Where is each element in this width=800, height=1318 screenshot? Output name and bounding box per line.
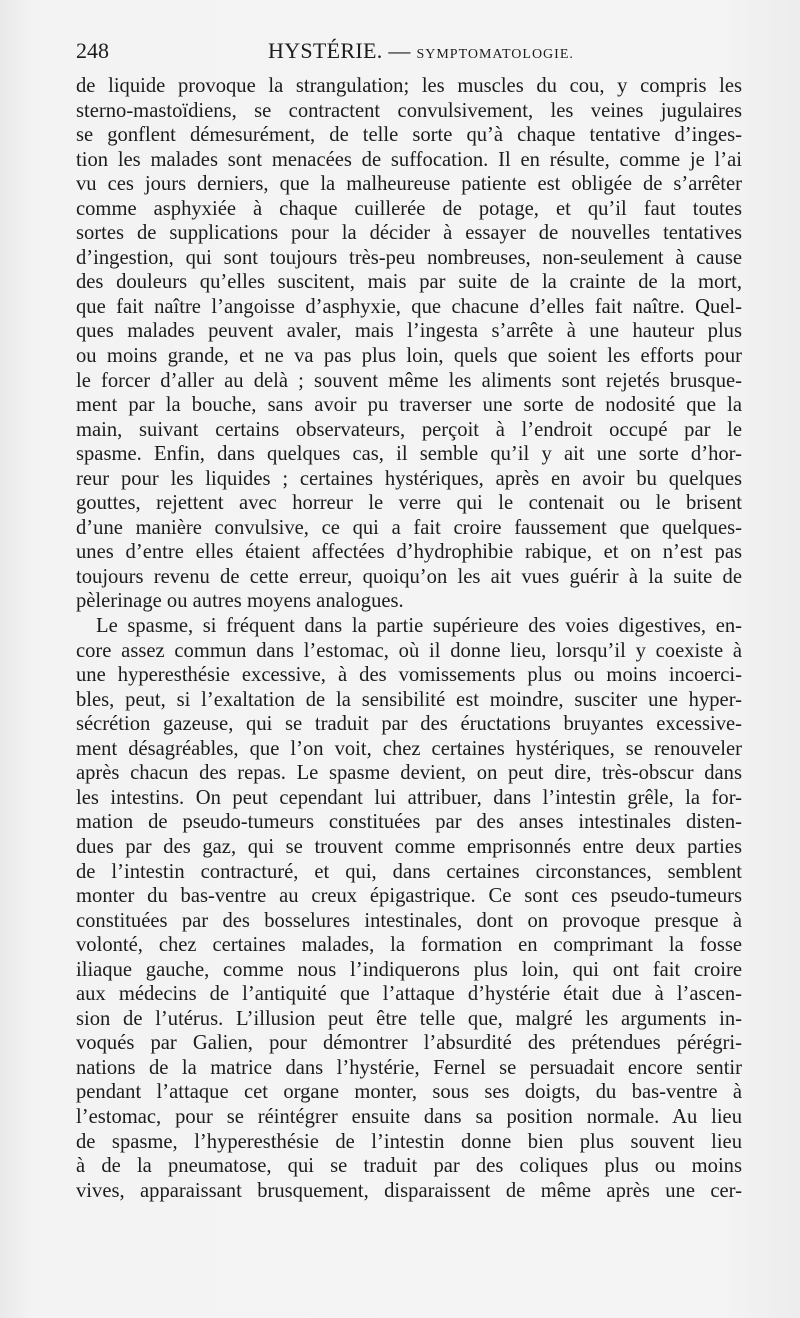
text-line: après chacun des repas. Le spasme devient, on peut dire, très-obscur dans bbox=[76, 762, 742, 785]
text-line: de liquide provoque la strangulation; les muscles du cou, y compris les bbox=[76, 75, 742, 97]
text-line: toujours revenu de cette erreur, quoiqu’on les ait vues guérir à la suite de bbox=[76, 565, 742, 588]
text-line: une hyperesthésie excessive, à des vomissements plus ou moins incoerci- bbox=[76, 664, 742, 687]
text-line: mation de pseudo-tumeurs constituées par des anses intestinales disten- bbox=[76, 811, 742, 834]
text-line: ques malades peuvent avaler, mais l’ingesta s’arrête à une hauteur plus bbox=[76, 320, 742, 343]
text-line: que fait naître l’angoisse d’asphyxie, que chacune d’elles fait naître. Quel- bbox=[76, 295, 742, 318]
text-line: de l’intestin contracturé, et qui, dans certaines circonstances, semblent bbox=[76, 860, 742, 883]
text-line: reur pour les liquides ; certaines hystériques, après en avoir bu quelques bbox=[76, 467, 742, 490]
text-line: core assez commun dans l’estomac, où il donne lieu, lorsqu’il y coexiste à bbox=[76, 639, 742, 662]
text-line: iliaque gauche, comme nous l’indiquerons plus loin, qui ont fait croire bbox=[76, 958, 742, 981]
paragraph-start-line: Le spasme, si fréquent dans la partie supérieure des voies digestives, en- bbox=[96, 615, 742, 638]
text-line: le forcer d’aller au delà ; souvent même les aliments sont rejetés brusque- bbox=[76, 369, 742, 392]
text-line: les intestins. On peut cependant lui attribuer, dans l’intestin grêle, la for- bbox=[76, 786, 742, 809]
text-line: bles, peut, si l’exaltation de la sensibilité est moindre, susciter une hyper- bbox=[76, 688, 742, 711]
text-line: monter du bas-ventre au creux épigastrique. Ce sont ces pseudo-tumeurs bbox=[76, 885, 742, 908]
page-number: 248 bbox=[76, 38, 109, 63]
text-line: à de la pneumatose, qui se traduit par des coliques plus ou moins bbox=[76, 1155, 742, 1178]
text-line: vives, apparaissant brusquement, disparaissent de même après une cer- bbox=[76, 1179, 742, 1202]
text-line: spasme. Enfin, dans quelques cas, il semble qu’il y ait une sorte d’hor- bbox=[76, 443, 742, 466]
text-line: sterno-mastoïdiens, se contractent convulsivement, les veines jugulaires bbox=[76, 99, 742, 122]
text-line: main, suivant certains observateurs, perçoit à l’endroit occupé par le bbox=[76, 418, 742, 441]
text-line: voqués par Galien, pour démontrer l’absurdité des prétendues pérégri- bbox=[76, 1032, 742, 1055]
text-line: dues par des gaz, qui se trouvent comme emprisonnés entre deux parties bbox=[76, 835, 742, 858]
paragraph-end-line: pèlerinage ou autres moyens analogues. bbox=[76, 590, 404, 613]
text-line: pendant l’attaque cet organe monter, sous ses doigts, du bas-ventre à bbox=[76, 1081, 742, 1104]
text-line: des douleurs qu’elles suscitent, mais par suite de la crainte de la mort, bbox=[76, 271, 742, 294]
body-text bbox=[76, 74, 742, 1203]
page-header bbox=[76, 38, 742, 68]
running-title-main: HYSTÉRIE. bbox=[268, 38, 383, 63]
text-line: de spasme, l’hyperesthésie de l’intestin donne bien plus souvent lieu bbox=[76, 1130, 742, 1153]
text-line: sion de l’utérus. L’illusion peut être telle que, malgré les arguments in- bbox=[76, 1007, 742, 1030]
text-line: vu ces jours derniers, que la malheureuse patiente est obligée de s’arrêter bbox=[76, 173, 742, 196]
text-line: ment désagréables, que l’on voit, chez certaines hystériques, se renouveler bbox=[76, 737, 742, 760]
running-title-separator: — bbox=[382, 38, 417, 63]
text-line: tion les malades sont menacées de suffocation. Il en résulte, comme je l’ai bbox=[76, 148, 742, 171]
text-line: d’ingestion, qui sont toujours très-peu nombreuses, non-seulement à cause bbox=[76, 246, 742, 269]
text-line: se gonflent démesurément, de telle sorte qu’à chaque tentative d’inges- bbox=[76, 124, 742, 147]
text-line: gouttes, rejettent avec horreur le verre qui le contenait ou le brisent bbox=[76, 492, 742, 515]
text-line: constituées par des bosselures intestinales, dont on provoque presque à bbox=[76, 909, 742, 932]
running-title-sub: SYMPTOMATOLOGIE. bbox=[416, 47, 574, 62]
text-line: aux médecins de l’antiquité que l’attaque d’hystérie était due à l’ascen- bbox=[76, 983, 742, 1006]
text-line: nations de la matrice dans l’hystérie, Fernel se persuadait encore sentir bbox=[76, 1056, 742, 1079]
text-line: l’estomac, pour se réintégrer ensuite dans sa position normale. Au lieu bbox=[76, 1105, 742, 1128]
running-title bbox=[268, 38, 574, 64]
text-line: ou moins grande, et ne va pas plus loin, quels que soient les efforts pour bbox=[76, 345, 742, 368]
text-line: ment par la bouche, sans avoir pu traverser une sorte de nodosité que la bbox=[76, 394, 742, 417]
text-line: volonté, chez certaines malades, la formation en comprimant la fosse bbox=[76, 934, 742, 957]
text-line: comme asphyxiée à chaque cuillerée de potage, et qu’il faut toutes bbox=[76, 197, 742, 220]
text-line: unes d’entre elles étaient affectées d’hydrophibie rabique, et on n’est pas bbox=[76, 541, 742, 564]
text-line: sortes de supplications pour la décider à essayer de nouvelles tentatives bbox=[76, 222, 742, 245]
text-line: sécrétion gazeuse, qui se traduit par des éructations bruyantes excessive- bbox=[76, 713, 742, 736]
text-line: d’une manière convulsive, ce qui a fait croire faussement que quelques- bbox=[76, 516, 742, 539]
